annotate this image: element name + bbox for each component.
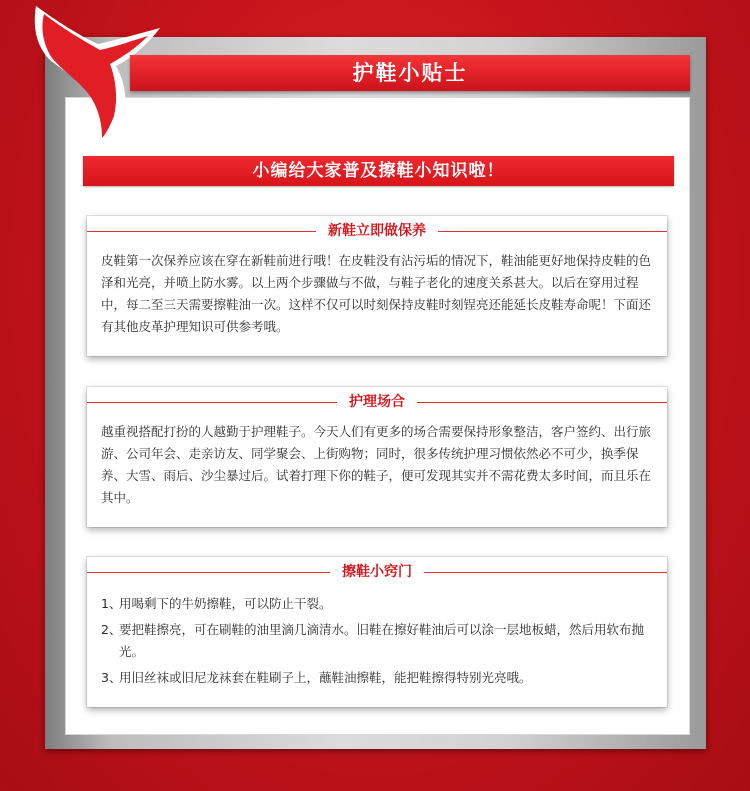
section-heading: 新鞋立即做保养 (316, 219, 438, 243)
list-item-number: 2、 (101, 622, 122, 637)
section-card-tips (87, 557, 667, 707)
list-item (101, 593, 657, 615)
subtitle-banner: 小编给大家普及擦鞋小知识啦！ (83, 156, 674, 186)
section-card-occasions (87, 387, 667, 527)
section-heading: 擦鞋小窍门 (330, 560, 424, 584)
list-item-text: 要把鞋擦亮，可在刷鞋的油里滴几滴清水。旧鞋在擦好鞋油后可以涂一层地板蜡，然后用软布抛光。 (119, 622, 645, 659)
section-text: 越重视搭配打扮的人越勤于护理鞋子。今天人们有更多的场合需要保持形象整洁，客户签约、出行旅游、公司年会、走亲访友、同学聚会、上街购物；同时，很多传统护理习惯依然必不可少，换季保养、大雪、雨后、沙尘暴过后。试着打理下你的鞋子，便可发现其实并不需花费太多时间，而且乐在其中。 (101, 424, 652, 505)
page-title: 护鞋小贴士 (352, 61, 468, 85)
section-heading: 护理场合 (337, 390, 417, 414)
list-item-text: 用喝剩下的牛奶擦鞋，可以防止干裂。 (119, 596, 332, 611)
list-item-number: 1、 (101, 596, 122, 611)
tips-list (87, 587, 667, 689)
section-header (87, 387, 667, 417)
section-header (87, 216, 667, 246)
section-text: 皮鞋第一次保养应该在穿在新鞋前进行哦！在皮鞋没有沾污垢的情况下，鞋油能更好地保持皮鞋的色泽和光亮，并喷上防水雾。以上两个步骤做与不做，与鞋子老化的速度关系甚大。以后在穿用过程中，每二至三天需要擦鞋油一次。这样不仅可以时刻保持皮鞋时刻锃亮还能延长皮鞋寿命呢！下面还有其他皮革护理知识可供参考哦。 (101, 253, 652, 334)
list-item-text: 用旧丝袜或旧尼龙袜套在鞋刷子上，蘸鞋油擦鞋，能把鞋擦得特别光亮哦。 (119, 670, 532, 685)
section-header (87, 557, 667, 587)
list-item (101, 619, 657, 663)
list-item (101, 667, 657, 689)
section-card-new-shoes (87, 216, 667, 356)
list-item-number: 3、 (101, 670, 122, 685)
